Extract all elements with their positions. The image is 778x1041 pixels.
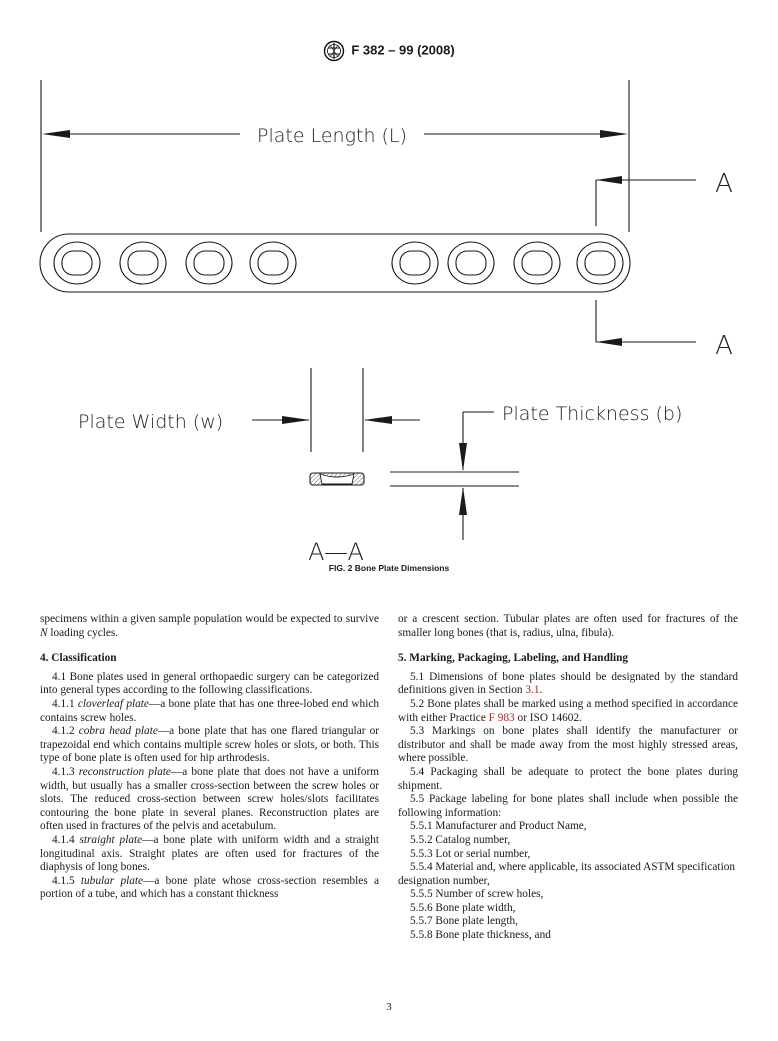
screw-hole-slot <box>400 251 430 275</box>
screw-hole-outer <box>392 242 438 284</box>
screw-hole-slot <box>128 251 158 275</box>
list-item: 5.5.3 Lot or serial number, <box>410 847 531 860</box>
figure-caption: FIG. 2 Bone Plate Dimensions <box>328 563 450 573</box>
left-column <box>40 613 379 902</box>
plate-length-label: Plate Length (L) <box>257 125 407 147</box>
list-item: 5.5.4 Material and, where applicable, its associated ASTM specification designation number, <box>398 861 736 887</box>
paragraph-5-3: 5.3 Markings on bone plates shall identify the manufacturer or distributor and shall be made away from the most highly stressed areas, where possible. <box>398 725 738 765</box>
labeling-items-list <box>398 820 738 942</box>
document-designation: F 382 – 99 (2008) <box>351 42 455 58</box>
screw-hole-outer <box>120 242 166 284</box>
list-item: 5.5.2 Catalog number, <box>410 833 511 846</box>
paragraph-4-1-2: 4.1.2 cobra head plate—a bone plate that has one flared triangular or trapezoidal end which contains multiple screw holes or slots, or both. This type of bone plate is often used for hip arthrodesis. <box>40 725 379 765</box>
section-arrow-bottom-icon <box>596 338 622 346</box>
screw-hole-slot <box>585 251 615 275</box>
paragraph-4-1-1: 4.1.1 cloverleaf plate—a bone plate that has one three-lobed end which contains screw holes. <box>40 697 380 724</box>
paragraph-5-5: 5.5 Package labeling for bone plates shall include when possible the following information: <box>398 793 738 819</box>
paragraph-5-1: 5.1 Dimensions of bone plates should be designated by the standard definitions given in Section 3.1. <box>398 670 738 697</box>
section-heading-classification: 4. Classification <box>40 652 117 665</box>
page-number: 3 <box>386 1001 392 1013</box>
thickness-arrow-up-icon <box>459 487 467 515</box>
list-item: 5.5.5 Number of screw holes, <box>410 888 544 901</box>
paragraph-5-4: 5.4 Packaging shall be adequate to protect the bone plates during shipment. <box>398 765 738 792</box>
plate-width-label: Plate Width (w) <box>78 411 224 433</box>
section-marker-top: A <box>715 169 733 199</box>
arrow-right-icon <box>600 130 628 138</box>
width-arrow-right-icon <box>282 416 310 424</box>
section-label: A—A <box>308 538 364 565</box>
paragraph-4-1-3: 4.1.3 reconstruction plate—a bone plate that does not have a uniform width, but usually has a smaller cross-section between the screw holes or slots. The reduced cross-section between screw holes/slots facilitates contouring the bone plate in several planes. Reconstruction plates are often used in fractures of the pelvis and acetabulum. <box>40 765 379 833</box>
screw-hole-slot <box>62 251 92 275</box>
screw-hole-slot <box>258 251 288 275</box>
screw-hole-outer <box>54 242 100 284</box>
astm-logo-icon <box>323 40 345 62</box>
right-column <box>398 613 738 943</box>
screw-hole-outer <box>577 242 623 284</box>
section-marker-bottom: A <box>715 331 733 361</box>
list-item: 5.5.7 Bone plate length, <box>410 915 518 928</box>
arrow-left-icon <box>42 130 70 138</box>
screw-hole-slot <box>456 251 486 275</box>
thickness-arrow-down-icon <box>459 443 467 471</box>
section-heading-marking: 5. Marking, Packaging, Labeling, and Handling <box>398 652 629 665</box>
paragraph-4-1-4: 4.1.4 straight plate—a bone plate with uniform width and a straight longitudinal axis. Straight plates are often used for fractures of the diaphysis of long bones. <box>40 833 379 874</box>
screw-hole-slot <box>194 251 224 275</box>
paragraph-5-2: 5.2 Bone plates shall be marked using a method specified in accordance with either Practice F 983 or ISO 14602. <box>398 697 738 724</box>
list-item: 5.5.8 Bone plate thickness, and <box>410 929 551 942</box>
screw-hole-slot <box>522 251 552 275</box>
paragraph-4-1-5: 4.1.5 tubular plate—a bone plate whose cross-section resembles a portion of a tube, and which has a constant thickness <box>40 874 380 901</box>
section-arrow-top-icon <box>596 176 622 184</box>
section-3-1-link[interactable]: 3.1 <box>525 684 540 697</box>
screw-hole-outer <box>186 242 232 284</box>
screw-hole-outer <box>514 242 560 284</box>
practice-f983-link[interactable]: F 983 <box>488 711 515 724</box>
screw-hole-outer <box>250 242 296 284</box>
paragraph-4-1: 4.1 Bone plates used in general orthopaedic surgery can be categorized into general types according to the following classifications. <box>40 670 379 697</box>
list-item: 5.5.6 Bone plate width, <box>410 901 516 914</box>
list-item: 5.5.1 Manufacturer and Product Name, <box>410 820 587 833</box>
bone-plate-dimensions-figure <box>0 60 778 565</box>
plate-thickness-label: Plate Thickness (b) <box>502 403 683 425</box>
right-intro-paragraph: or a crescent section. Tubular plates are often used for fractures of the smaller long bones (that is, radius, ulna, fibula). <box>398 613 738 639</box>
screw-hole-outer <box>448 242 494 284</box>
width-arrow-left-icon <box>364 416 392 424</box>
page-header <box>0 40 778 62</box>
left-intro-paragraph: specimens within a given sample population would be expected to survive N loading cycles. <box>40 613 379 639</box>
